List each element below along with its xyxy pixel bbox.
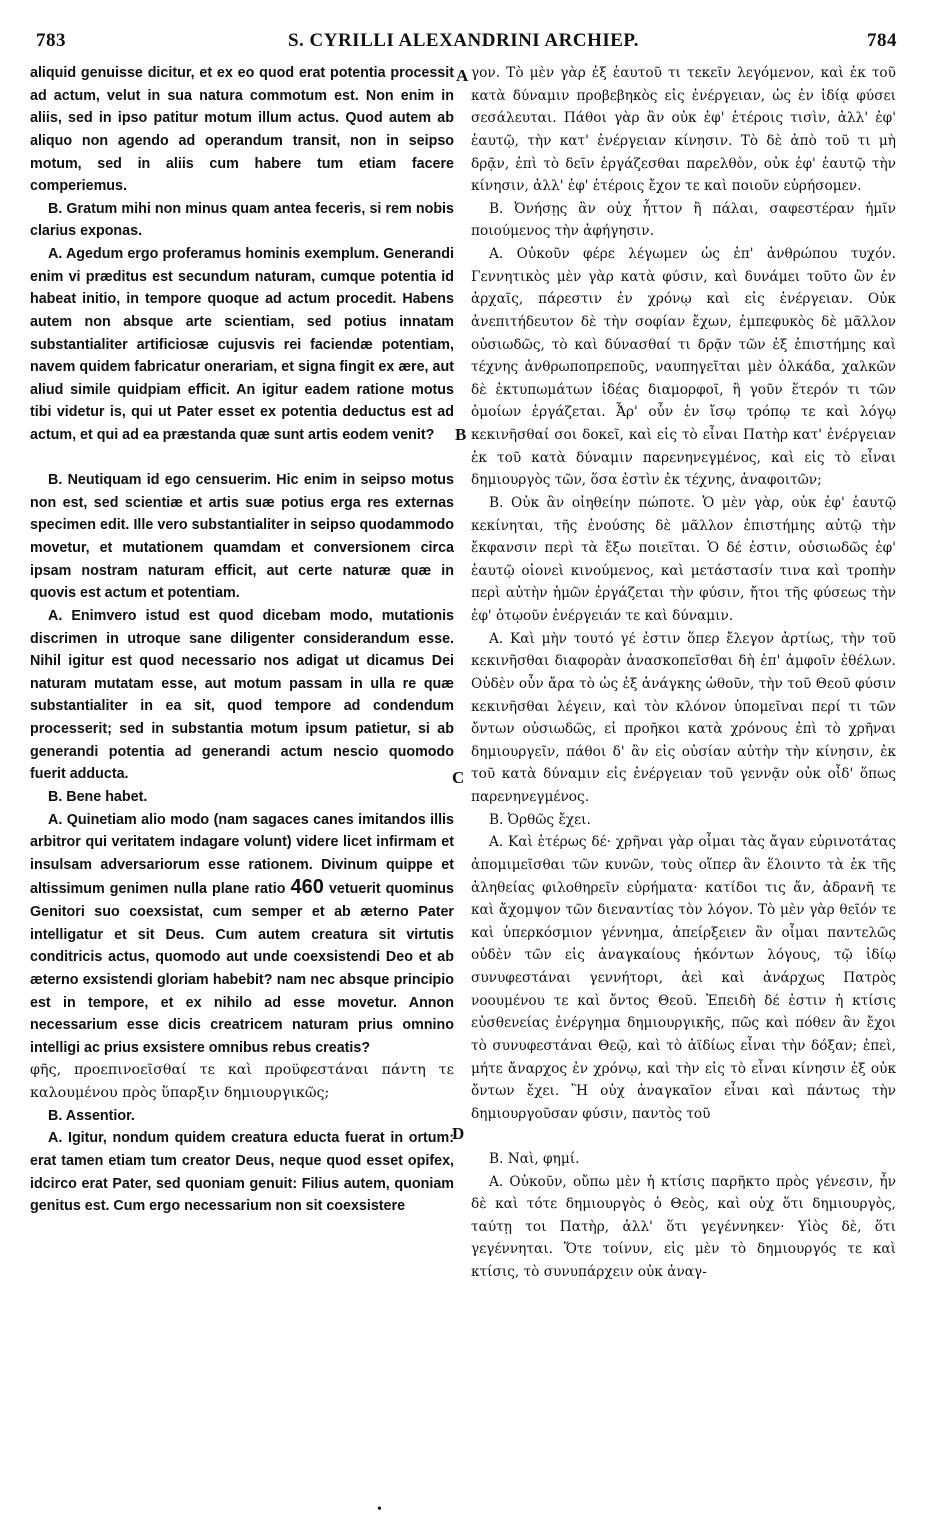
latin-paragraph: B. Gratum mihi non minus quam antea feceris, si rem nobis clarius exponas. — [30, 200, 454, 240]
latin-paragraph: A. Enimvero istud est quod dicebam modo, mutationis discrimen in utroque sane diligenter considerandum esse. Nihil igitur est quod necessario nos adigat ut dicamus Dei naturam mutatam esse, aut motum passam in ulla re quæ substantialiter in ea sit, quod tempore ad condendum processerit; sed in substantia motum ipsum patietur, si ab generandi potentia ad generandi actum nescio quomodo fuerit adducta. — [30, 607, 454, 783]
greek-paragraph: A. Οὐκοῦν, οὔπω μὲν ἡ κτίσις παρῆκτο πρὸς γένεσιν, ἦν δὲ καὶ τότε δημιουργὸς ὁ Θεὸς, καὶ οὐχ ὅτι δημιουργὸς, ταύτῃ τοι Πατὴρ, ἀλλ' ὅτι γεγέννηκεν· Υἱὸς δὲ, ὅτι γεγέννηται. Ὅτε τοίνυν, εἰς μὲν τὸ δημιουργός τε καὶ κτίσις, τὸ συνυπάρχειν οὐκ ἀναγ- — [471, 1173, 896, 1281]
latin-paragraph: B. Neutiquam id ego censuerim. Hic enim in seipso motus non est, sed scientiæ et artis suæ potius erga res externas specimen edit. Ille vero substantialiter in seipso quodammodo movetur, et mutationem quamdam et conversionem circa ipsam nostram naturam efficit, aut certe naturæ quæ in quovis est actum et potentiam. — [30, 472, 454, 602]
latin-paragraph: aliquid genuisse dicitur, et ex eo quod erat potentia processit ad actum, velut in sua natura commotum est. Non enim in aliis, sed in ipso patitur motum illum actus. Quod autem ab aliquo non agendo ad operandum transit, non in seipso motum, sed in aliis cum habere tum etiam facere comperiemus. — [30, 65, 454, 195]
greek-column — [471, 62, 896, 1284]
latin-paragraph: A. Agedum ergo proferamus hominis exemplum. Generandi enim vi præditus est secundum naturam, cumque potentia id habeat initio, in tempore quoque ad actum procedit. Habens autem non absque arte scientiam, sed potius innatam substantialiter artificiosæ cujusvis rei faciendæ potentiam, navem quidem fabricatur onerariam, et signa fingit ex ære, aut aliud simile quidpiam efficit. An igitur eadem ratione motus tibi videtur is, qui ut Pater esset ex potentia deductus est ad actum, et qui ad ea præstanda quæ sunt artis eodem venit? — [30, 246, 454, 443]
greek-paragraph: A. Καὶ ἑτέρως δέ· χρῆναι γὰρ οἶμαι τὰς ἄγαν εὐρινοτάτας ἀπομιμεῖσθαι τῶν κυνῶν, τοὺς οἵπερ ἂν ἕλοιντο τὰ ἐκ τῆς ἀληθείας φιλοθηρεῖν εὑρήματα· κατίδοι τις ἄν, ἀδρανῆ τε καὶ ἄχομψον τῶν διεναντίας τὸν λόγον. Τὸ μὲν γὰρ θεῖόν τε καὶ ὑπερκόσμιον γέννημα, ἀπείρξειεν ἂν οἶμαι παντελῶς οὐδὲν τῶν εἰς ἀναγκαίους ἡκόντων λόγους, τῷ ἰδίῳ συνυφεστάναι γεννήτορι, ἀεὶ καὶ ἀνάρχως Πατρὸς νοουμένου τε καὶ ὄντος Θεοῦ. Ἐπειδὴ δέ ἐστιν ἡ κτίσις εὐσθενείας ἐνέργημα δημιουργικῆς, πῶς καὶ πόθεν ἂν ἔχοι τὸ συνυφεστάναι Θεῷ, καὶ τὸ ἀϊδίως εἶναι τὴν δόξαν; ἐπεὶ, μήτε ἄναρχος ἐν χρόνῳ, καὶ τὴν εἰς τὸ εἶναι κίνησιν ἐξ οὐκ ὄντων ἔχει. Ἢ οὐχ ἀναγκαῖον εἶναι καὶ πάντως τὴν δημιουργοῦσαν φύσιν, παντὸς τοῦ — [471, 834, 896, 1122]
page-number-left: 783 — [36, 30, 66, 51]
greek-continuation: φῆς, προεπινοεῖσθαί τε καὶ προϋφεστάναι πάντη τε καλουμένου πρὸς ὕπαρξιν δημιουργικῶς; — [30, 1062, 454, 1102]
greek-paragraph: γον. Τὸ μὲν γὰρ ἐξ ἑαυτοῦ τι τεκεῖν λεγόμενον, καὶ ἐκ τοῦ κατὰ δύναμιν προβεβηκὸς εἰς ἐνέργειαν, ὡς ἐν ἰδίᾳ φύσει σεσάλευται. Πάθοι γὰρ ἂν οὐκ ἐφ' ἑτέροις τισὶν, ἀλλ' ἐφ' ἑαυτῷ, τὴν κατ' ἐνέργειαν κίνησιν. Τὸ δὲ ἀπὸ τοῦ τι μὴ δρᾷν, ἐπὶ τὸ δεῖν ἐργάζεσθαι παρελθὸν, οὐκ ἐφ' ἑαυτῷ τὴν κίνησιν, ἀλλ' ἐφ' ἑτέροις ἔχον τε καὶ ποιοῦν εὑρήσομεν. — [471, 65, 896, 195]
margin-marker-b: B — [455, 425, 467, 444]
latin-paragraph: B. Assentior. — [48, 1107, 135, 1124]
latin-paragraph: A. Igitur, nondum quidem creatura educta fuerat in ortum: erat tamen etiam tum creator Deus, neque quod esset opifex, idcirco erat Pater, sed quoniam genuit: Filius autem, quoniam genitus est. Cum ergo necessarium non sit coexsistere — [30, 1130, 454, 1215]
greek-paragraph: A. Καὶ μὴν τουτό γέ ἐστιν ὅπερ ἔλεγον ἀρτίως, τὴν τοῦ κεκινῆσθαι διαφορὰν ἀνασκοπεῖσθαι δὴ ἐπ' ἀμφοῖν ἐθέλων. Οὐδὲν οὖν ἄρα τὸ ὡς ἐξ ἀνάγκης ὠθοῦν, τὴν τοῦ Θεοῦ φύσιν κεκινῆσθαι λέγειν, καὶ τὸν κλόνον ὑπομεῖναι περί τι τῶν ὄντων οὐσιωδῶς, εἰ προῆκοι κατὰ χρόνους ἐπὶ τὸ χρῆναι δημιουργεῖν, πάθοι δ' ἂν εἰς οὐσίαν αὐτὴν τὴν κίνησιν, ἐκ τοῦ κατὰ δύναμιν εἰς ἐνέργειαν τοῦ γεννᾷν οὐκ οἶδ' ὅπως παρενηνεγμένος. — [471, 630, 896, 805]
running-header — [0, 30, 927, 58]
folio-number: 460 — [290, 876, 324, 899]
page-number-right: 784 — [867, 30, 897, 51]
margin-marker-a: A — [456, 66, 469, 85]
footer-mark: • — [377, 1502, 382, 1517]
greek-paragraph: B. Ναὶ, φημί. — [489, 1150, 580, 1167]
latin-column — [30, 62, 454, 1218]
margin-marker-c: C — [452, 768, 465, 787]
header-title: S. CYRILLI ALEXANDRINI ARCHIEP. — [287, 30, 640, 51]
greek-paragraph: A. Οὐκοῦν φέρε λέγωμεν ὡς ἐπ' ἀνθρώπου τυχόν. Γεννητικὸς μὲν γὰρ κατὰ φύσιν, καὶ δυνάμει τοῦτο ὢν ἐν ἀρχαῖς, πάρεστιν ἐν χρόνῳ καὶ εἰς ἐνέργειαν. Οὐκ ἀνεπιτήδευτον δὲ τὴν σοφίαν ἔχων, ἐμπεφυκὸς δὲ μᾶλλον οὐσιωδῶς, τὸ καὶ δύνασθαί τι δρᾷν τῶν ἐξ ἐπιστήμης καὶ τέχνης ἀνθρωποπρεποῦς, ναυπηγεῖται μὲν ὁλκάδα, χαλκῶν δὲ ἐκτυπωμάτων ἰδέας διαμορφοῖ, ἢ γοῦν ἕτερόν τι τῶν ὁμοίων ἐργάζεται. Ἆρ' οὖν ἐν ἴσῳ τρόπῳ τε καὶ λόγῳ κεκινῆσθαί σοι δοκεῖ, καὶ εἰς τὸ εἶναι Πατὴρ κατ' ἐνέργειαν ἐκ τοῦ κατὰ δύναμιν παρενηνεγμένος, καὶ εἰς τὸ εἶναι δημιουργὸς τῶν, ὅσα ἐστὶν ἐκ τέχνης, ἀναφοιτῶν; — [471, 246, 896, 489]
latin-text: A. Quinetiam alio modo (nam sagaces canes imitandos illis arbitror qui veritatem indagare volunt) videre licet infirmam et insulsam adversariorum esse rationem. Divinum quippe et altissimum genimen nulla plane ratio — [30, 811, 454, 898]
greek-paragraph: B. Οὐκ ἂν οἰηθείην πώποτε. Ὁ μὲν γὰρ, οὐκ ἐφ' ἑαυτῷ κεκίνηται, τῆς ἐνούσης δὲ μᾶλλον ἐπιστήμης αὐτῷ τὴν ἔκφανσιν περὶ τὰ ἔξω ποιεῖται. Ὁ δέ ἐστιν, οὐσιωδῶς ἐφ' ἑαυτῷ οἱονεὶ κινούμενος, καὶ μετάστασίν τινα καὶ τροπὴν περὶ αὐτὴν ἡμῶν ἐργάζεται τὴν φύσιν, ἤτοι τῆς φύσεως τὴν ἐφ' ὁτῳοῦν ἐνέργειάν τε καὶ δύναμιν. — [471, 494, 896, 624]
greek-paragraph: B. Ὀρθῶς ἔχει. — [489, 811, 591, 828]
margin-marker-d: D — [452, 1124, 465, 1143]
greek-paragraph: B. Ὀνήσῃς ἂν οὐχ ἧττον ἢ πάλαι, σαφεστέραν ἡμῖν ποιούμενος τὴν ἀφήγησιν. — [471, 200, 896, 240]
latin-paragraph — [30, 809, 454, 1060]
latin-text: vetuerit quominus Genitori suo coexsistat, cum semper et ab æterno Pater intelligatur et sit Deus. Cum autem creatura sit virtutis conditricis actus, quomodo aut unde coexsistendi Deo et ab æterno exsistendi gloriam habebit? nam nec absque principio est in tempore, et ex nihilo ad esse movetur. Annon necessarium esse dicis creatricem naturam prius omnino intelligi ac prius exsistere omnibus rebus creatis? — [30, 881, 454, 1056]
latin-paragraph: B. Bene habet. — [48, 788, 148, 805]
